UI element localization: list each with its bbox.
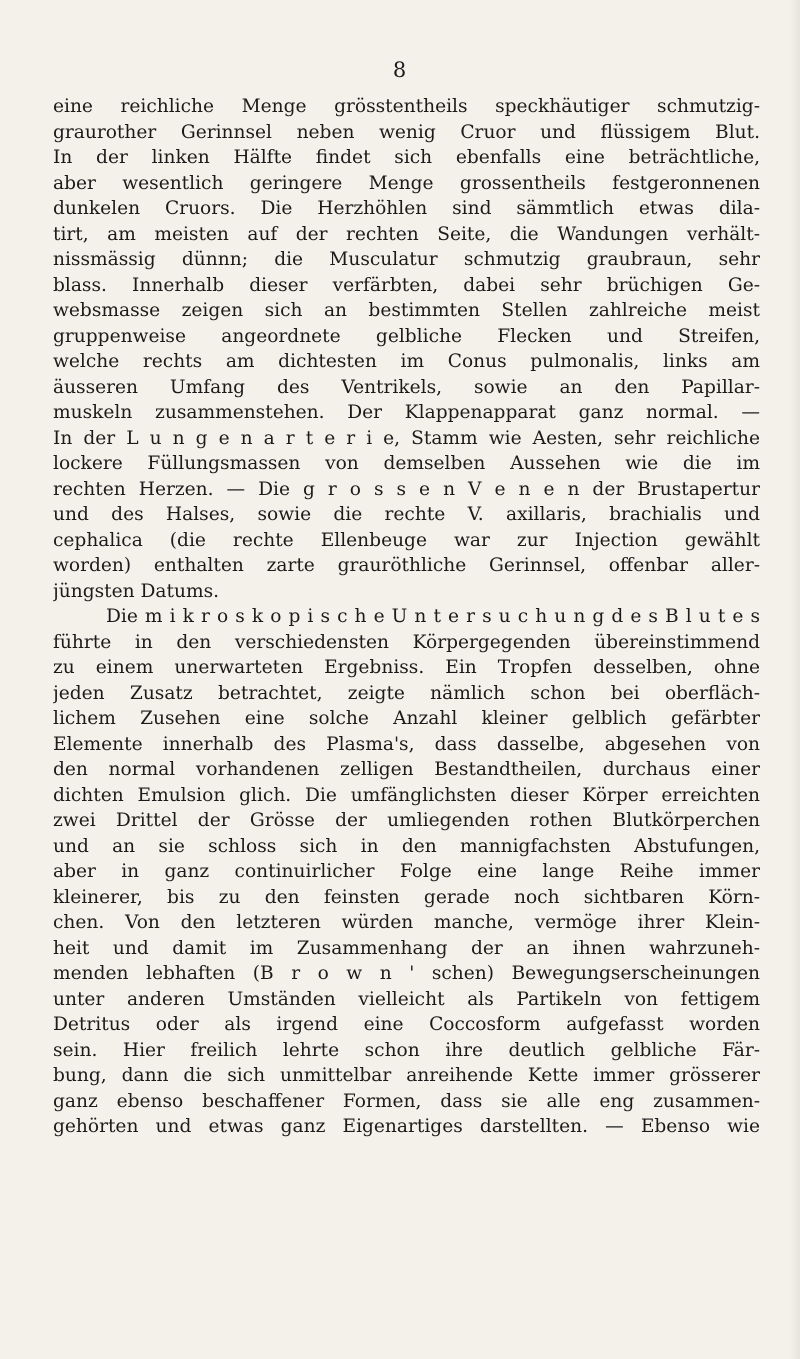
text-line: aber in ganz continuirlicher Folge eine lange Reihe immer (53, 861, 760, 882)
text-line: bung, dann die sich unmittelbar anreihende Kette immer grösserer (53, 1065, 760, 1086)
text-line: den normal vorhandenen zelligen Bestandtheilen, durchaus einer (53, 759, 760, 780)
text-line: jüngsten Datums. (53, 580, 220, 602)
text-line: und an sie schloss sich in den mannigfachsten Abstufungen, (53, 835, 760, 857)
text-line: In der linken Hälfte findet sich ebenfalls eine beträchtliche, (53, 147, 760, 168)
text-line: Elemente innerhalb des Plasma's, dass dasselbe, abgesehen von (53, 733, 760, 755)
text-line: rechten Herzen. — Die g r o s s e n V e n e n der Brustapertur (53, 478, 760, 500)
text-line: führte in den verschiedensten Körpergegenden übereinstimmend (53, 631, 760, 653)
text-line: gruppenweise angeordnete gelbliche Flecken und Streifen, (53, 325, 760, 347)
text-line: menden lebhaften (B r o w n ' schen) Bewegungserscheinungen (53, 963, 760, 984)
text-line: In der L u n g e n a r t e r i e, Stamm wie Aesten, sehr reichliche (53, 427, 760, 449)
text-line: kleinerer, bis zu den feinsten gerade noch sichtbaren Körn- (53, 886, 760, 908)
text-line: welche rechts am dichtesten im Conus pulmonalis, links am (53, 351, 760, 372)
text-line: dichten Emulsion glich. Die umfänglichsten dieser Körper erreichten (53, 784, 760, 806)
text-line: unter anderen Umständen vielleicht als Partikeln von fettigem (53, 988, 760, 1010)
page-number: 8 (392, 58, 408, 82)
text-line: websmasse zeigen sich an bestimmten Stellen zahlreiche meist (53, 300, 760, 321)
text-line: eine reichliche Menge grösstentheils speckhäutiger schmutzig- (53, 96, 760, 117)
text-line: zwei Drittel der Grösse der umliegenden rothen Blutkörperchen (53, 810, 760, 831)
text-line: cephalica (die rechte Ellenbeuge war zur Injection gewählt (53, 529, 760, 551)
page-edge-shadow (790, 0, 800, 1359)
text-line: muskeln zusammenstehen. Der Klappenapparat ganz normal. — (53, 402, 760, 423)
text-line: worden) enthalten zarte grauröthliche Gerinnsel, offenbar aller- (53, 555, 760, 576)
text-line: ganz ebenso beschaffener Formen, dass sie alle eng zusammen- (53, 1090, 760, 1112)
text-line: nissmässig dünnn; die Musculatur schmutzig graubraun, sehr (53, 249, 760, 270)
text-line: lichem Zusehen eine solche Anzahl kleiner gelblich gefärbter (53, 708, 760, 729)
text-line: Detritus oder als irgend eine Coccosform aufgefasst worden (53, 1014, 760, 1035)
text-line: jeden Zusatz betrachtet, zeigte nämlich schon bei oberfläch- (53, 682, 760, 704)
body-text (53, 94, 760, 1140)
text-line: dunkelen Cruors. Die Herzhöhlen sind sämmtlich etwas dila- (53, 198, 760, 219)
text-line: tirt, am meisten auf der rechten Seite, die Wandungen verhält- (53, 223, 760, 245)
text-line: blass. Innerhalb dieser verfärbten, dabei sehr brüchigen Ge- (53, 274, 760, 296)
text-line: zu einem unerwarteten Ergebniss. Ein Tropfen desselben, ohne (53, 657, 760, 678)
text-line: äusseren Umfang des Ventrikels, sowie an den Papillar- (53, 376, 760, 398)
text-line: sein. Hier freilich lehrte schon ihre deutlich gelbliche Fär- (53, 1039, 760, 1061)
text-line: gehörten und etwas ganz Eigenartiges darstellten. — Ebenso wie (53, 1116, 760, 1137)
text-line: und des Halses, sowie die rechte V. axillaris, brachialis und (53, 504, 760, 525)
text-line: aber wesentlich geringere Menge grossentheils festgeronnenen (53, 172, 760, 194)
text-line: lockere Füllungsmassen von demselben Aussehen wie die im (53, 453, 760, 474)
text-line: Die m i k r o s k o p i s c h e U n t e r s u c h u n g d e s B l u t e s (106, 606, 760, 627)
text-line: chen. Von den letzteren würden manche, vermöge ihrer Klein- (53, 912, 760, 933)
text-line: graurother Gerinnsel neben wenig Cruor und flüssigem Blut. (53, 121, 760, 143)
text-line: heit und damit im Zusammenhang der an ihnen wahrzuneh- (53, 937, 760, 959)
